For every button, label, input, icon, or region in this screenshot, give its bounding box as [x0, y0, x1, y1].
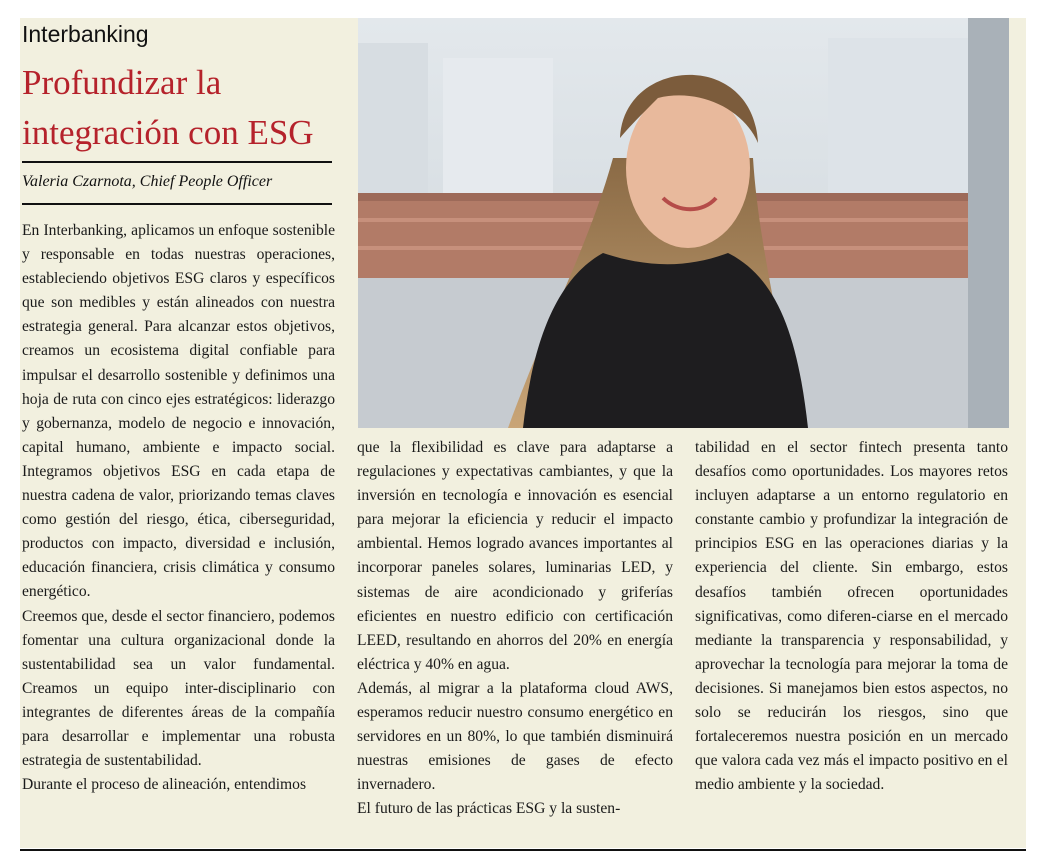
paragraph: El futuro de las prácticas ESG y la susten-: [357, 800, 621, 818]
article-column-1: [22, 219, 335, 797]
divider-top: [22, 161, 332, 163]
byline: Valeria Czarnota, Chief People Officer: [22, 173, 273, 190]
headline: Profundizar la integración con ESG: [22, 63, 314, 152]
paragraph: tabilidad en el sector fintech presenta tanto desafíos como oportunidades. Los mayores retos incluyen adaptarse a un entorno regulatorio en constante cambio y profundizar la integración de principios ESG en las operaciones diarias y la experiencia del cliente. Sin embargo, estos desafíos también ofrecen oportunidades significativas, como diferen-ciarse en el mercado mediante la transparencia y responsabilidad, y aprovechar la tecnología para mejorar la toma de decisiones. Si manejamos bien estos aspectos, no solo se reducirán los riesgos, sino que fortaleceremos nuestra posición en un mercado que valora cada vez más el impacto positivo en el medio ambiente y la sociedad.: [695, 439, 1008, 794]
article-column-3: [695, 436, 1008, 797]
portrait-photo: [358, 18, 1009, 428]
divider-bottom: [22, 203, 332, 205]
page-bottom-rule: [20, 849, 1026, 851]
section-label: Interbanking: [22, 21, 149, 47]
paragraph: Además, al migrar a la plataforma cloud AWS, esperamos reducir nuestro consumo energético en servidores en un 80%, lo que también disminuirá nuestras emisiones de gases de efecto invernadero.: [357, 679, 673, 794]
paragraph: En Interbanking, aplicamos un enfoque sostenible y responsable en todas nuestras operaciones, estableciendo objetivos ESG claros y específicos que son medibles y están alineados con nuestra estrategia general. Para alcanzar estos objetivos, creamos un ecosistema digital confiable para impulsar el desarrollo sostenible y definimos una hoja de ruta con cinco ejes estratégicos: liderazgo y gobernanza, modelo de negocio e innovación, capital humano, ambiente e impacto social. Integramos objetivos ESG en cada etapa de nuestra cadena de valor, priorizando temas claves como gestión del riesgo, ética, ciberseguridad, productos con impacto, diversidad e inclusión, educación financiera, crisis climática y consumo energético.: [22, 222, 335, 601]
paragraph: Creemos que, desde el sector financiero, podemos fomentar una cultura organizacional donde la sustentabilidad sea un valor fundamental. Creamos un equipo inter-disciplinario con integrantes de diferentes áreas de la compañía para desarrollar e implementar una robusta estrategia de sustentabilidad.: [22, 607, 335, 770]
paragraph: que la flexibilidad es clave para adaptarse a regulaciones y expectativas cambiantes, y que la inversión en tecnología e innovación es esencial para mejorar la eficiencia y reducir el impacto ambiental. Hemos logrado avances importantes al incorporar paneles solares, luminarias LED, y sistemas de aire acondicionado y griferías eficientes en nuestro edificio con certificación LEED, resultando en ahorros del 20% en energía eléctrica y 40% en agua.: [357, 439, 673, 673]
paragraph: Durante el proceso de alineación, entendimos: [22, 776, 307, 794]
article-column-2: [357, 436, 673, 822]
